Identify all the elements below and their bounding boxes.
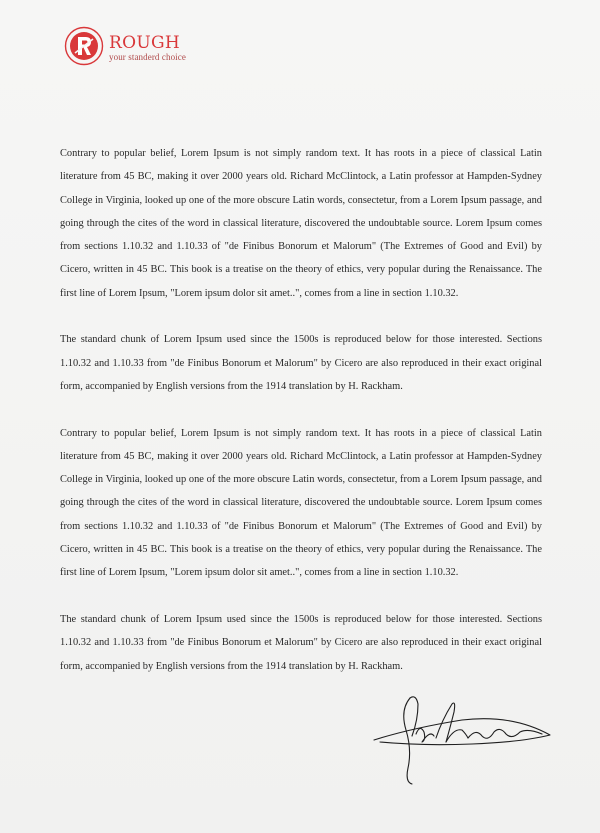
body-paragraph: Contrary to popular belief, Lorem Ipsum is not simply random text. It has roots in a piece of classical Latin literature from 45 BC, making it over 2000 years old. Richard McClintock, a Latin professor at Hampden-Sydney College in Virginia, looked up one of the more obscure Latin words, consectetur, from a Lorem Ipsum passage, and going through the cites of the word in classical literature, discovered the undoubtable source. Lorem Ipsum comes from sections 1.10.32 and 1.10.33 of "de Finibus Bonorum et Malorum" (The Extremes of Good and Evil) by Cicero, written in 45 BC. This book is a treatise on the theory of ethics, very popular during the Renaissance. The first line of Lorem Ipsum, "Lorem ipsum dolor sit amet..", comes from a line in section 1.10.32. (60, 427, 542, 579)
brand-tagline: your standerd choice (109, 51, 186, 62)
brand-logo (64, 26, 186, 66)
letter-body (60, 142, 542, 678)
body-paragraph: Contrary to popular belief, Lorem Ipsum is not simply random text. It has roots in a piece of classical Latin literature from 45 BC, making it over 2000 years old. Richard McClintock, a Latin professor at Hampden-Sydney College in Virginia, looked up one of the more obscure Latin words, consectetur, from a Lorem Ipsum passage, and going through the cites of the word in classical literature, discovered the undoubtable source. Lorem Ipsum comes from sections 1.10.32 and 1.10.33 of "de Finibus Bonorum et Malorum" (The Extremes of Good and Evil) by Cicero, written in 45 BC. This book is a treatise on the theory of ethics, very popular during the Renaissance. The first line of Lorem Ipsum, "Lorem ipsum dolor sit amet..", comes from a line in section 1.10.32. (60, 148, 542, 299)
brand-text (109, 31, 186, 62)
handwritten-signature (372, 690, 557, 790)
brand-mark-icon (64, 26, 104, 66)
brand-name: ROUGH (109, 32, 180, 53)
body-paragraph: The standard chunk of Lorem Ipsum used since the 1500s is reproduced below for those interested. Sections 1.10.32 and 1.10.33 from "de Finibus Bonorum et Malorum" by Cicero are also reproduced in their exact original form, accompanied by English versions from the 1914 translation by H. Rackham. (60, 613, 542, 672)
body-paragraph: The standard chunk of Lorem Ipsum used since the 1500s is reproduced below for those interested. Sections 1.10.32 and 1.10.33 from "de Finibus Bonorum et Malorum" by Cicero are also reproduced in their exact original form, accompanied by English versions from the 1914 translation by H. Rackham. (60, 334, 542, 392)
